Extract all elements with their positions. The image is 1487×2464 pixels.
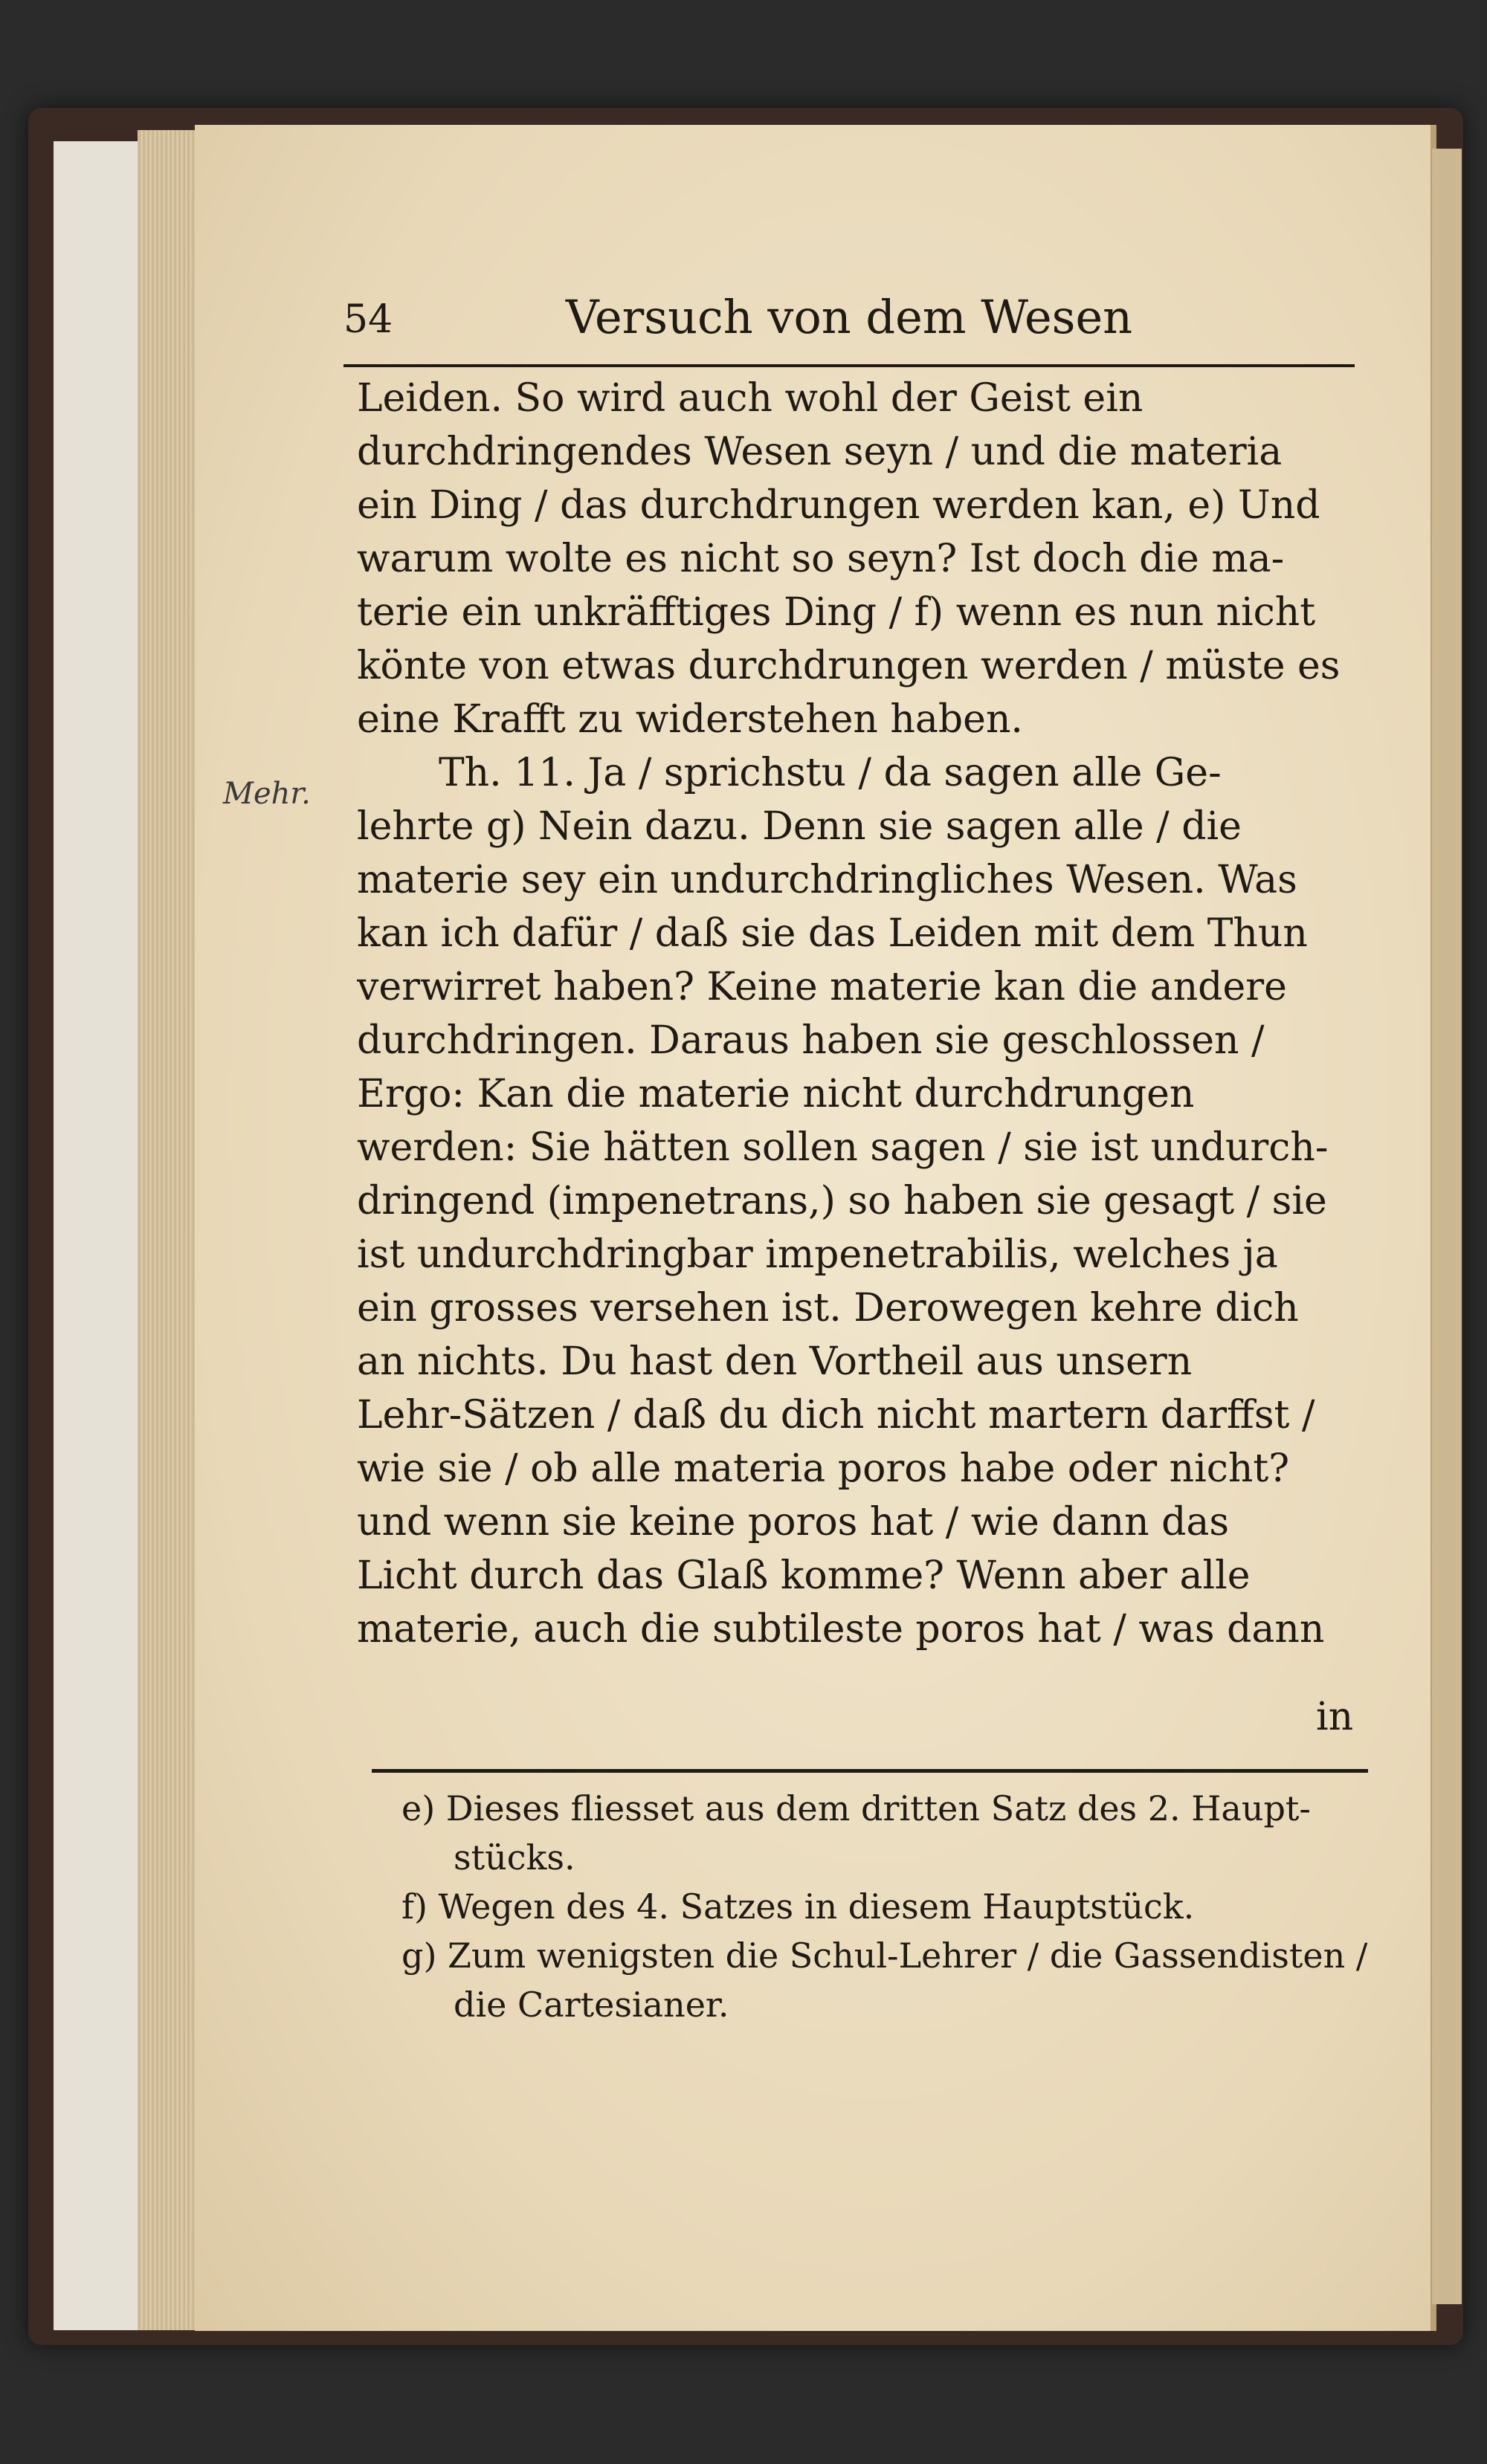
text-line: eine Krafft zu widerstehen haben. [357, 697, 1023, 742]
text-line: ein Ding / das durchdrungen werden kan, e) Und [357, 483, 1320, 528]
text-line: wie sie / ob alle materia poros habe oder nicht? [357, 1446, 1290, 1491]
footnote-line: g) Zum wenigsten die Schul-Lehrer / die Gassendisten / [401, 1936, 1368, 1976]
text-line: könte von etwas durchdrungen werden / müste es [357, 644, 1341, 688]
text-line: und wenn sie keine poros hat / wie dann das [357, 1500, 1230, 1545]
footnote-line: f) Wegen des 4. Satzes in diesem Hauptstück. [401, 1886, 1195, 1927]
text-line: dringend (impenetrans,) so haben sie gesagt / sie [357, 1179, 1327, 1223]
text-line: warum wolte es nicht so seyn? Ist doch die ma- [357, 537, 1285, 581]
text-line: Ergo: Kan die materie nicht durchdrungen [357, 1072, 1195, 1116]
text-line: verwirret haben? Keine materie kan die andere [357, 965, 1287, 1009]
facing-page-edge [1432, 149, 1462, 2304]
footnotes [401, 1784, 1368, 2029]
text-line: materie sey ein undurchdringliches Wesen. Was [357, 858, 1297, 902]
text-line: Lehr-Sätzen / daß du dich nicht martern darffst / [357, 1393, 1315, 1438]
text-line: Licht durch das Glaß komme? Wenn aber alle [357, 1553, 1251, 1598]
text-line: Th. 11. Ja / sprichstu / da sagen alle Ge- [439, 751, 1222, 795]
text-line: kan ich dafür / daß sie das Leiden mit dem Thun [357, 911, 1308, 956]
page-number: 54 [343, 297, 393, 342]
footnote-rule [372, 1769, 1368, 1773]
footnote-line: e) Dieses fliesset aus dem dritten Satz des 2. Haupt- [401, 1788, 1311, 1828]
text-line: durchdringendes Wesen seyn / und die materia [357, 430, 1283, 474]
text-line: ein grosses versehen ist. Derowegen kehre dich [357, 1286, 1299, 1330]
flyleaf [54, 141, 143, 2330]
footnote-line: die Cartesianer. [454, 1985, 729, 2025]
text-line: materie, auch die subtileste poros hat / was dann [357, 1607, 1325, 1652]
text-line: terie ein unkräfftiges Ding / f) wenn es nun nicht [357, 590, 1316, 635]
text-line: lehrte g) Nein dazu. Denn sie sagen alle / die [357, 804, 1242, 849]
text-line: Leiden. So wird auch wohl der Geist ein [357, 376, 1144, 421]
running-head [343, 290, 1355, 367]
text-line: an nichts. Du hast den Vortheil aus unsern [357, 1339, 1193, 1384]
body-text [357, 372, 1368, 1656]
margin-annotation: Mehr. [223, 777, 311, 811]
running-head-title: Versuch von dem Wesen [565, 290, 1133, 344]
catchword: in [1316, 1695, 1354, 1739]
footnote-line: stücks. [454, 1837, 575, 1878]
text-line: werden: Sie hätten sollen sagen / sie ist undurch- [357, 1125, 1329, 1170]
text-line: durchdringen. Daraus haben sie geschlossen / [357, 1018, 1265, 1063]
text-line: ist undurchdringbar impenetrabilis, welches ja [357, 1232, 1278, 1277]
